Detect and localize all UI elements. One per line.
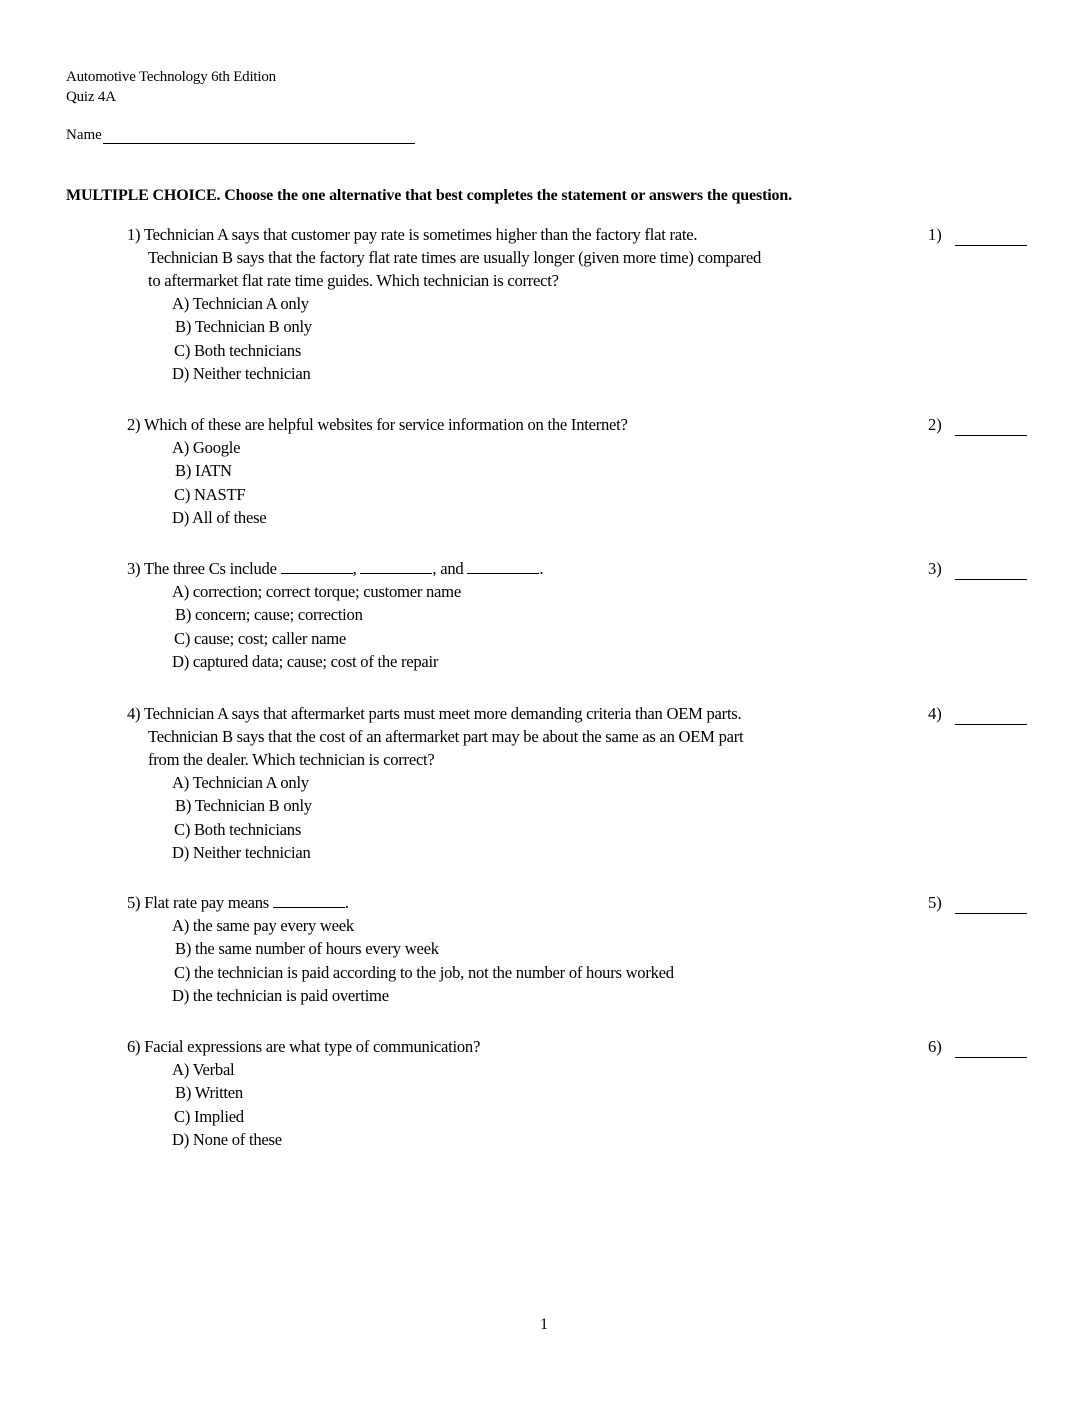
question-text-part: , and [432,559,468,578]
fill-in-blank [360,559,432,574]
option-c[interactable]: C) the technician is paid according to the job, not the number of hours worked [174,962,674,982]
question-text-line: to aftermarket flat rate time guides. Which technician is correct? [148,271,559,290]
options-list [127,771,1087,864]
option-c[interactable]: C) Both technicians [174,340,302,360]
option-b[interactable]: B) Technician B only [175,317,312,337]
option-b[interactable]: B) Technician B only [175,796,312,816]
course-title: Automotive Technology 6th Edition [66,69,276,85]
option-d[interactable]: D) Neither technician [172,363,311,383]
answer-slot-1 [928,223,1027,246]
question-stem [127,557,907,580]
fill-in-blank [273,893,345,908]
question-stem [127,1035,907,1058]
option-a[interactable]: A) Google [172,438,241,457]
question-stem [127,223,907,292]
question-stem [127,702,907,771]
options-list [127,914,1087,1007]
answer-number: 4) [928,704,942,723]
answer-slot-5 [928,891,1027,914]
options-list [127,580,1087,673]
fill-in-blank [281,559,353,574]
question-text-line: Technician A says that customer pay rate is sometimes higher than the factory flat rate. [143,225,698,244]
question-text-part: . [344,893,349,912]
question-text-line: Technician B says that the factory flat rate times are usually longer (given more time) compared [148,248,761,267]
option-d[interactable]: D) the technician is paid overtime [172,985,389,1005]
option-d[interactable]: D) None of these [172,1129,282,1149]
question-text-line: Technician B says that the cost of an aftermarket part may be about the same as an OEM part [148,727,744,746]
question-number: 1) [127,225,141,244]
option-c[interactable]: C) Both technicians [174,819,302,839]
question-text-line: Facial expressions are what type of communication? [144,1037,481,1056]
question-text-line: Which of these are helpful websites for service information on the Internet? [143,415,628,434]
answer-slot-4 [928,702,1027,725]
option-b[interactable]: B) IATN [175,461,232,481]
option-b[interactable]: B) the same number of hours every week [175,939,439,959]
answer-slot-6 [928,1035,1027,1058]
answer-blank[interactable] [955,563,1027,580]
question-number: 6) [127,1037,141,1056]
option-b[interactable]: B) concern; cause; correction [175,605,363,625]
option-a[interactable]: A) Verbal [172,1060,235,1079]
answer-number: 2) [928,415,942,434]
options-list [127,292,1087,385]
options-list [127,436,1087,529]
option-d[interactable]: D) Neither technician [172,842,311,862]
answer-blank[interactable] [955,229,1027,246]
answer-blank[interactable] [955,708,1027,725]
question-text-part: Flat rate pay means [144,893,273,912]
question-number: 5) [127,893,141,912]
question-text-line: from the dealer. Which technician is correct? [148,750,435,769]
name-label: Name [66,127,102,143]
option-c[interactable]: C) Implied [174,1106,244,1126]
question-stem [127,891,907,914]
question-number: 4) [127,704,141,723]
option-a[interactable]: A) correction; correct torque; customer name [172,582,461,601]
question-text-line: Technician A says that aftermarket parts must meet more demanding criteria than OEM parts. [143,704,742,723]
answer-number: 5) [928,893,942,912]
answer-number: 6) [928,1037,942,1056]
quiz-title: Quiz 4A [66,89,116,105]
answer-blank[interactable] [955,1041,1027,1058]
answer-slot-2 [928,413,1027,436]
name-input-line[interactable] [103,128,415,144]
option-a[interactable]: A) Technician A only [172,773,309,792]
option-c[interactable]: C) NASTF [174,484,246,504]
option-c[interactable]: C) cause; cost; caller name [174,628,347,648]
option-d[interactable]: D) captured data; cause; cost of the repair [172,651,439,671]
answer-blank[interactable] [955,897,1027,914]
question-4 [127,702,1087,864]
question-number: 3) [127,559,141,578]
question-text-part: . [539,559,544,578]
option-d[interactable]: D) All of these [172,507,267,527]
question-stem [127,413,907,436]
answer-slot-3 [928,557,1027,580]
name-field-row [66,126,415,144]
option-a[interactable]: A) Technician A only [172,294,309,313]
question-text-part: The three Cs include [143,559,281,578]
answer-blank[interactable] [955,419,1027,436]
answer-number: 1) [928,225,942,244]
question-1 [127,223,1087,385]
section-instructions: MULTIPLE CHOICE. Choose the one alternative that best completes the statement or answers the question. [66,187,792,204]
fill-in-blank [467,559,539,574]
question-number: 2) [127,415,141,434]
option-b[interactable]: B) Written [175,1083,243,1103]
option-a[interactable]: A) the same pay every week [172,916,354,935]
options-list [127,1058,1087,1151]
answer-number: 3) [928,559,942,578]
question-text-part: , [352,559,361,578]
page-number: 1 [540,1316,548,1333]
